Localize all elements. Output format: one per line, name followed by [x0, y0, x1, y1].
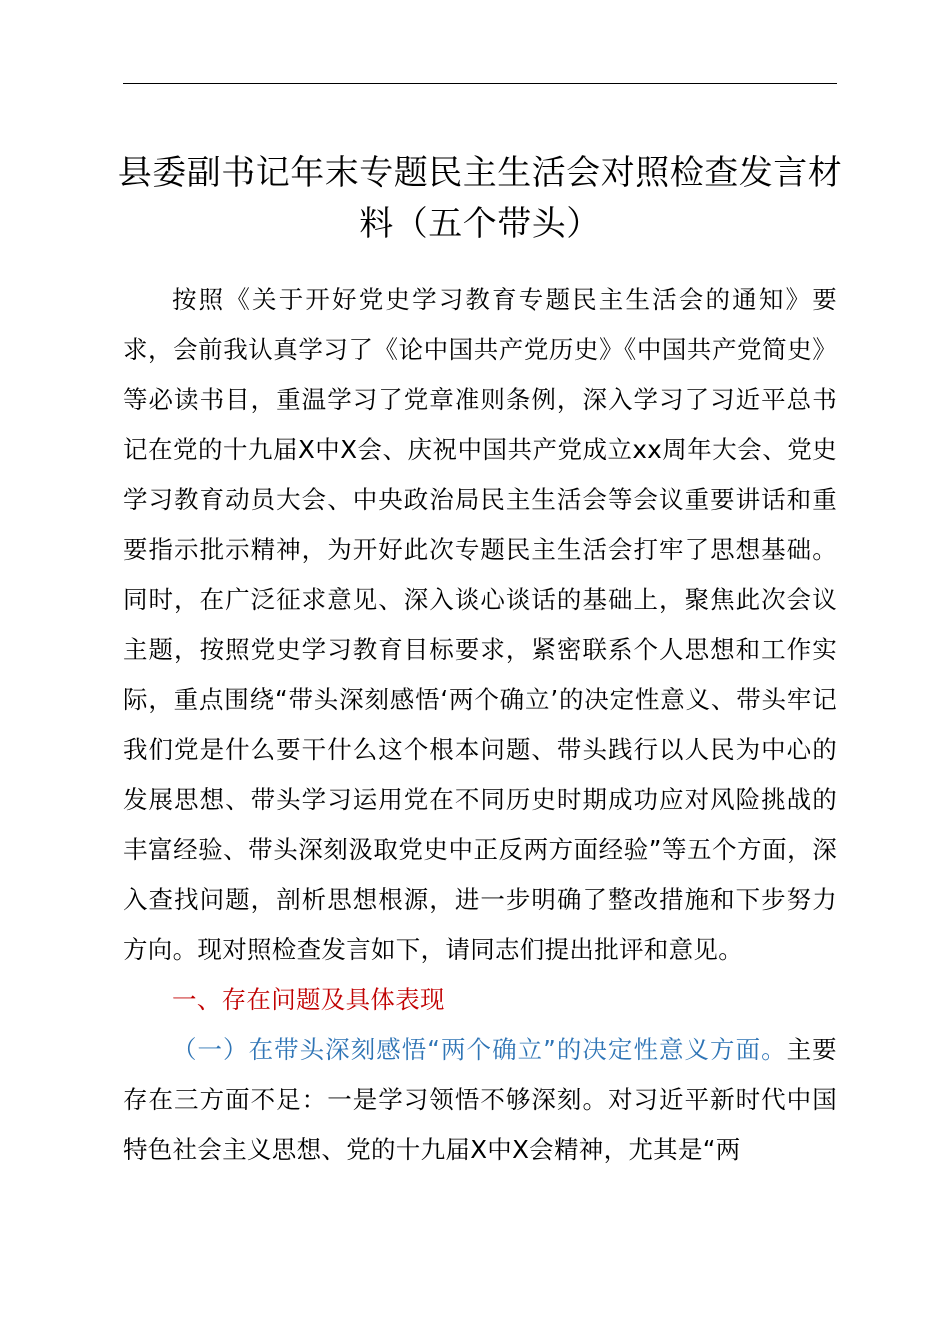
- subsection-heading: （一）在带头深刻感悟“两个确立”的决定性意义方面。: [172, 1035, 787, 1064]
- document-body: [123, 275, 837, 1175]
- subsection-paragraph: [123, 1025, 837, 1175]
- intro-paragraph: 按照《关于开好党史学习教育专题民主生活会的通知》要求，会前我认真学习了《论中国共产党历史》《中国共产党简史》等必读书目，重温学习了党章准则条例，深入学习了习近平总书记在党的十九届X中X会、庆祝中国共产党成立xx周年大会、党史学习教育动员大会、中央政治局民主生活会等会议重要讲话和重要指示批示精神，为开好此次专题民主生活会打牢了思想基础。同时，在广泛征求意见、深入谈心谈话的基础上，聚焦此次会议主题，按照党史学习教育目标要求，紧密联系个人思想和工作实际，重点围绕“带头深刻感悟‘两个确立’的决定性意义、带头牢记我们党是什么要干什么这个根本问题、带头践行以人民为中心的发展思想、带头学习运用党在不同历史时期成功应对风险挑战的丰富经验、带头深刻汲取党史中正反两方面经验”等五个方面，深入查找问题，剖析思想根源，进一步明确了整改措施和下步努力方向。现对照检查发言如下，请同志们提出批评和意见。: [123, 285, 837, 964]
- header-rule: [123, 83, 837, 84]
- section-heading: 一、存在问题及具体表现: [172, 985, 445, 1014]
- subsection-text: 主要存在三方面不足：一是学习领悟不够深刻。对习近平新时代中国特色社会主义思想、党的十九届X中X会精神，尤其是“两: [123, 1035, 837, 1164]
- document-title: 县委副书记年末专题民主生活会对照检查发言材料（五个带头）: [117, 153, 843, 244]
